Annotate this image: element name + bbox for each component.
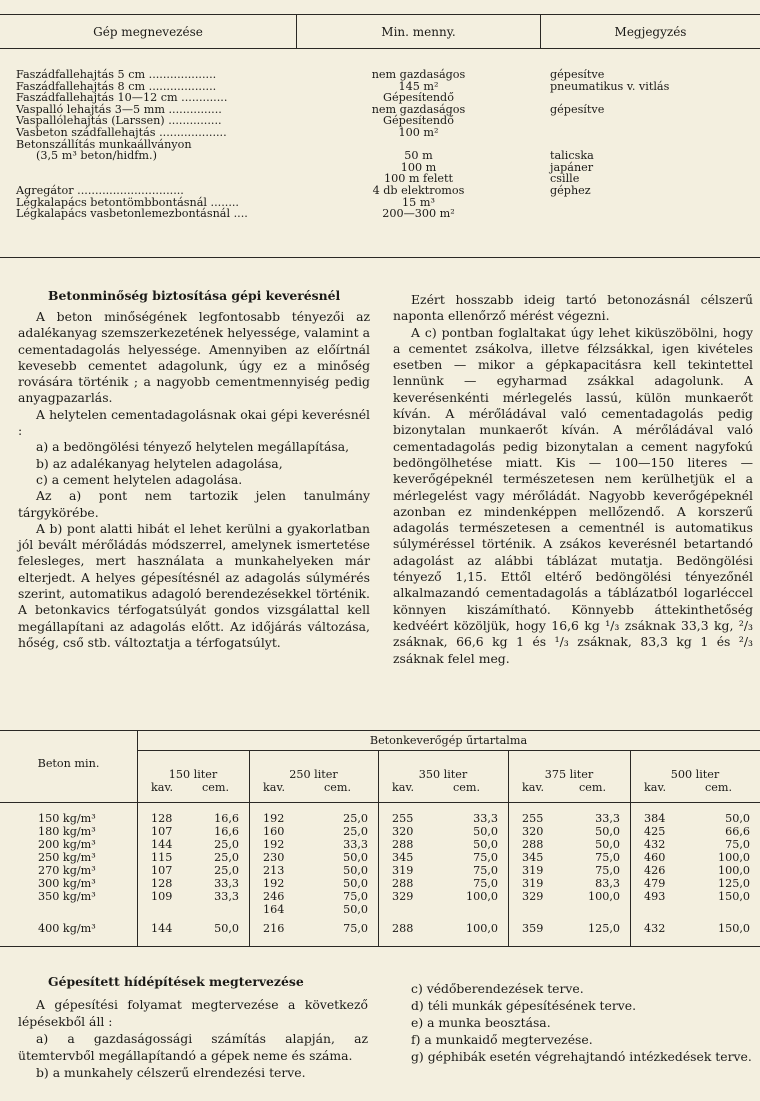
table1-header-rule [0, 48, 760, 49]
table2-cell-kav: 319 [522, 864, 544, 877]
table2-cell-cem: 33,3 [343, 838, 368, 851]
table2-cell-cem: 25,0 [214, 838, 239, 851]
table2-cell-cem: 33,3 [214, 890, 239, 903]
table2-cell-cem: 75,0 [343, 922, 368, 935]
table2-cell-cem: 100,0 [465, 890, 498, 903]
table1-cell-min: nem gazdaságos [371, 102, 466, 116]
table1-cell-name: Agregátor .............................. [16, 184, 184, 197]
list-item: c) a cement helytelen adagolása. [36, 471, 243, 487]
table2-cell-kav: 255 [392, 812, 414, 825]
paragraph: A b) pont alatti hibát el lehet kerülni a gyakorlatban jól bevált mérőládás módszerrel, amelynek ismertetése felesleges, mert használata a munkahelyeken már elterjedt. A helyes gépesítésnél az adagolás súlymérés szerint, automatikus adagoló berendezésekkel történik. A betonkavics térfogatsúlyát gondos vizsgálattal kell megállapítani az adagolás előtt. Az időjárás változása, hőség, cső stb. változtatja a térfogatsúlyt. [18, 520, 370, 650]
table2-cell-kav: 425 [644, 825, 666, 838]
table1-cell-note: géphez [550, 184, 591, 197]
table2-subheader-kav: kav. [151, 781, 173, 794]
table2-cell-kav: 192 [263, 838, 285, 851]
table2-cell-kav: 479 [644, 877, 666, 890]
table2-cell-cem: 75,0 [473, 851, 498, 864]
table1-cell-min: Gépesítendő [383, 91, 454, 105]
table2-cell-cem: 50,0 [343, 864, 368, 877]
table2-subheader-kav: kav. [522, 781, 544, 794]
table1-cell-min: 100 m² [398, 126, 439, 139]
list-item: b) az adalékanyag helytelen adagolása, [36, 455, 283, 471]
table1-cell-name: Betonszállítás munkaállványon [16, 137, 192, 151]
table2-cell-kav: 329 [392, 890, 414, 903]
table2-row-label: 250 kg/m³ [38, 851, 96, 864]
table1-cell-name: Vasbeton szádfallehajtás ................... [16, 126, 227, 139]
table2-cell-kav: 107 [151, 864, 173, 877]
table2-size-header: 350 liter [418, 768, 468, 781]
table2-cell-kav: 384 [644, 812, 666, 825]
table1-cell-min: 145 m² [398, 79, 439, 93]
table1-cell-min: 100 m felett [383, 172, 454, 186]
table2-top-rule [0, 730, 760, 731]
table2-cell-kav: 160 [263, 825, 285, 838]
table1-cell-min: 15 m³ [402, 195, 435, 209]
table2-subheader-kav: kav. [263, 781, 285, 794]
list-item: g) géphibák esetén végrehajtandó intézkedések terve. [411, 1049, 752, 1064]
table1-cell-note: talicska [550, 149, 594, 163]
paragraph: A beton minőségének legfontosabb tényezői az adalékanyag szemszerkezetének helyessége, valamint a cementadagolás helyessége. Amennyiben az előírtnál kevesebb cementet adagolunk, úgy ez a minőség rovására történik ; a nagyobb cementmennyiség pedig anyagpazarlás. [18, 309, 370, 406]
table2-cell-cem: 50,0 [343, 851, 368, 864]
table2-size-header: 500 liter [670, 768, 720, 781]
table1-cell-name: Faszádfallehajtás 10—12 cm ............. [16, 91, 228, 105]
table2-cell-cem: 50,0 [595, 825, 620, 838]
table2-cell-kav: 345 [522, 851, 544, 864]
table1-cell-min: 200—300 m² [382, 207, 455, 221]
table2-cell-kav: 288 [522, 838, 544, 851]
table2-cell-cem: 25,0 [214, 864, 239, 877]
table2-cell-kav: 115 [151, 851, 173, 864]
table2-row-label: 350 kg/m³ [38, 890, 96, 903]
table1-header-min: Min. menny. [381, 25, 456, 39]
table2-cell-kav: 432 [644, 922, 666, 935]
table2-cell-cem: 33,3 [595, 812, 620, 825]
table2-cell-kav: 329 [522, 890, 544, 903]
table2-subheader-cem: cem. [579, 781, 607, 794]
table2-subheader-kav: kav. [392, 781, 414, 794]
table2-cell-cem: 150,0 [717, 890, 750, 903]
table2-cell-cem: 50,0 [725, 812, 750, 825]
table2-cell-cem: 16,6 [214, 825, 239, 838]
table1-cell-name: Faszádfallehajtás 8 cm ................... [16, 79, 217, 93]
table2-cell-kav: 426 [644, 864, 666, 877]
list-item: a) a bedöngölési tényező helytelen megállapítása, [36, 439, 350, 455]
section2-title: Gépesített hídépítések megtervezése [48, 974, 304, 989]
table2-cell-cem: 66,6 [725, 825, 750, 838]
table2-cell-kav: 128 [151, 812, 173, 825]
table2-row-label: 200 kg/m³ [38, 838, 96, 851]
paragraph: A helytelen cementadagolásnak okai gépi keverésnél : [18, 406, 370, 439]
table2-cell-kav: 255 [522, 812, 544, 825]
table2-cell-cem: 125,0 [587, 922, 620, 935]
list-item: b) a munkahely célszerű elrendezési terve. [36, 1065, 306, 1080]
table2-subheader-cem: cem. [324, 781, 352, 794]
table2-group-rule [137, 750, 760, 751]
table2-divider [137, 730, 138, 946]
table2-cell-cem: 75,0 [725, 838, 750, 851]
table1-cell-note: gépesítve [550, 68, 605, 81]
list-item: d) téli munkák gépesítésének terve. [411, 998, 637, 1013]
table1-cell-min: 50 m [404, 149, 433, 163]
table2-header-rule [0, 802, 760, 803]
table1-cell-min: 4 db elektromos [372, 184, 465, 197]
table1-header-name: Gép megnevezése [93, 25, 203, 39]
table2-cell-kav: 246 [263, 890, 285, 903]
table2-group-header: Betonkeverőgép űrtartalma [369, 734, 528, 747]
table2-cell-cem: 25,0 [343, 812, 368, 825]
table2-cell-cem: 33,3 [214, 877, 239, 890]
table1-cell-name: Faszádfallehajtás 5 cm ................... [16, 68, 217, 81]
table1-cell-note: gépesítve [550, 102, 605, 116]
table2-cell-cem: 25,0 [214, 851, 239, 864]
table2-cell-kav: 288 [392, 877, 414, 890]
table2-cell-kav: 320 [522, 825, 544, 838]
table2-size-header: 375 liter [544, 768, 594, 781]
section2-right-column [393, 980, 753, 1065]
table2-cell-cem: 16,6 [214, 812, 239, 825]
list-item: a) a gazdaságossági számítás alapján, az ütemtervből megállapítandó a gépek neme és száma. [18, 1031, 368, 1063]
table2-cell-cem: 100,0 [465, 922, 498, 935]
table2-cell-cem: 50,0 [473, 838, 498, 851]
table1-cell-name: Vaspallólehajtás (Larssen) ............... [16, 114, 222, 128]
table2-cell-kav: 319 [392, 864, 414, 877]
table2-cell-kav: 144 [151, 922, 173, 935]
table2-cell-kav: 320 [392, 825, 414, 838]
table2-cell-kav: 213 [263, 864, 285, 877]
table2-cell-kav: 192 [263, 812, 285, 825]
paragraph: A c) pontban foglaltakat úgy lehet kiküszöbölni, hogy a cementet zsákolva, illetve félzsákkal, igen kivételes esetben — mikor a gépkapacitásra kell tekintettel lennünk — egyharmad zsákkal adagolunk. A keverésenkénti mérlegelés lassú, külön munkaerőt kíván. A mérőládával való cementadagolás pedig bizonytalan munkaerőt kíván. A mérőládával való cementadagolás pedig bizonytalan a cement nagyfokú bedöngölhetése miatt. Kis — 100—150 literes — keverőgépeknél természetesen nem kerülhetjük el a mérlegelést vagy mérőládát. Nagyobb keverőgépeknél azonban ez mindenképpen mellőzendő. A korszerű adagolás természetesen a cementnél is automatikus súlyméréssel történik. A zsákos keverésnél betartandó adagolást az alábbi táblázat mutatja. Bedöngölési tényező 1,15. Ettől eltérő bedöngölési tényezőnél alkalmazandó cementadagolás a táblázatból logarléccel könnyen kiszámítható. Könnyebb áttekinthetőség kedvéért közöljük, hogy 16,6 kg ¹/₃ zsáknak 33,3 kg, ²/₃ zsáknak, 66,6 kg 1 és ¹/₃ zsáknak, 83,3 kg 1 és ²/₃ zsáknak felel meg. [393, 324, 753, 666]
table2-row-label: 400 kg/m³ [38, 922, 96, 935]
table1-cell-name: (3,5 m³ beton/hidfm.) [36, 149, 157, 163]
table1-header-note: Megjegyzés [614, 25, 687, 39]
table2-cell-kav: 359 [522, 922, 544, 935]
table2-cell-cem: 50,0 [595, 838, 620, 851]
table2-cell-kav: 230 [263, 851, 285, 864]
table1-top-rule [0, 14, 760, 15]
table1-cell-name: Vaspalló lehajtás 3—5 mm ............... [16, 102, 222, 116]
table2-left-header: Beton min. [37, 757, 100, 770]
paragraph: Ezért hosszabb ideig tartó betonozásnál célszerű naponta ellenőrző mérést végezni. [393, 292, 753, 324]
table2-row-label: 270 kg/m³ [38, 864, 96, 877]
table2-subheader-cem: cem. [705, 781, 733, 794]
table2-cell-kav: 128 [151, 877, 173, 890]
table2-cell-cem: 75,0 [595, 851, 620, 864]
table1-cell-name: Légkalapács vasbetonlemezbontásnál .... [16, 207, 248, 221]
table2-row-label: 150 kg/m³ [38, 812, 96, 825]
section1-left-column [18, 309, 370, 651]
section1-right-column [393, 292, 753, 667]
table1-cell-min: nem gazdaságos [371, 68, 466, 81]
table2-cell-cem: 50,0 [343, 903, 368, 916]
table2-cell-kav: 144 [151, 838, 173, 851]
table2-cell-kav: 460 [644, 851, 666, 864]
list-item: e) a munka beosztása. [411, 1015, 551, 1030]
table1-cell-name: Légkalapács betontömbbontásnál ........ [16, 195, 239, 209]
list-item: f) a munkaidő megtervezése. [411, 1032, 593, 1047]
table2-cell-kav: 493 [644, 890, 666, 903]
table2-size-header: 150 liter [168, 768, 218, 781]
paragraph: Az a) pont nem tartozik jelen tanulmány tárgykörébe. [18, 488, 370, 520]
table2-cell-kav: 345 [392, 851, 414, 864]
table2-cell-cem: 83,3 [595, 877, 620, 890]
table2-cell-cem: 75,0 [343, 890, 368, 903]
table2-cell-cem: 50,0 [343, 877, 368, 890]
table2-row-label: 180 kg/m³ [38, 825, 96, 838]
table2-cell-kav: 109 [151, 890, 173, 903]
table2-cell-cem: 50,0 [473, 825, 498, 838]
table1-cell-note: japáner [550, 160, 594, 174]
table2-cell-kav: 319 [522, 877, 544, 890]
table1-cell-min: Gépesítendő [383, 114, 454, 128]
table2-size-header: 250 liter [289, 768, 338, 781]
table2-cell-cem: 33,3 [473, 812, 498, 825]
table2-cell-cem: 100,0 [587, 890, 620, 903]
table1-cell-note: pneumatikus v. vitlás [550, 79, 670, 93]
table2-cell-cem: 75,0 [473, 864, 498, 877]
table2-cell-cem: 75,0 [473, 877, 498, 890]
table1-bottom-rule [0, 257, 760, 258]
table2-cell-kav: 164 [263, 903, 285, 916]
table2-cell-cem: 125,0 [717, 877, 750, 890]
paragraph: A gépesítési folyamat megtervezése a következő lépésekből áll : [18, 997, 368, 1029]
table1-cell-min: 100 m [400, 160, 437, 174]
table2-cell-kav: 288 [392, 838, 414, 851]
list-item: c) védőberendezések terve. [411, 981, 584, 996]
table1-cell-note: csille [550, 172, 580, 186]
table2-row-label: 300 kg/m³ [38, 877, 96, 890]
section1-title: Betonminőség biztosítása gépi keverésnél [48, 288, 341, 303]
table2-subheader-kav: kav. [644, 781, 666, 794]
table2-cell-kav: 107 [151, 825, 173, 838]
table2-cell-kav: 432 [644, 838, 666, 851]
table2-subheader-cem: cem. [202, 781, 230, 794]
table2-cell-cem: 150,0 [717, 922, 750, 935]
table2-subheader-cem: cem. [453, 781, 481, 794]
table2-cell-kav: 216 [263, 922, 285, 935]
table2-cell-cem: 100,0 [717, 864, 750, 877]
table2-cell-cem: 100,0 [717, 851, 750, 864]
section2-left-column [18, 996, 368, 1081]
table2-cell-kav: 192 [263, 877, 285, 890]
table2-cell-cem: 25,0 [343, 825, 368, 838]
table2-cell-cem: 75,0 [595, 864, 620, 877]
table2-cell-cem: 50,0 [214, 922, 239, 935]
table2-bottom-rule [0, 946, 760, 947]
table2-cell-kav: 288 [392, 922, 414, 935]
